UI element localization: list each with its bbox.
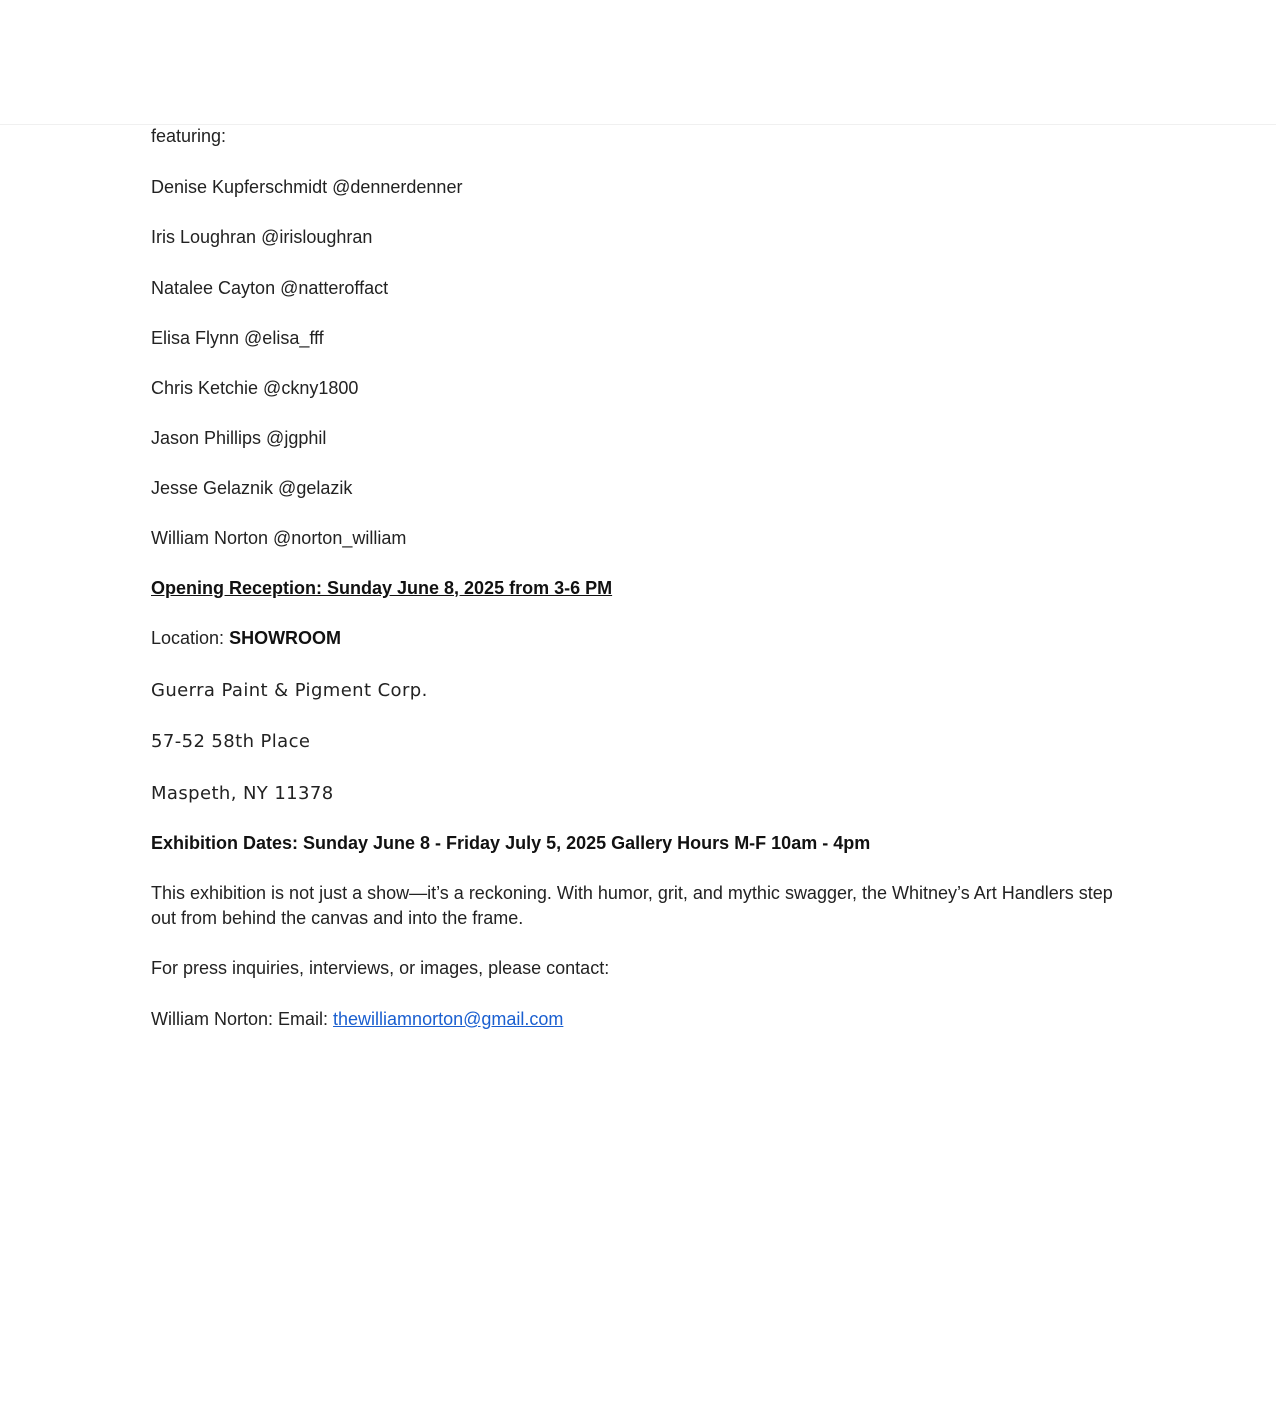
location-street: 57-52 58th Place bbox=[151, 731, 311, 752]
artist-line: Denise Kupferschmidt @dennerdenner bbox=[151, 177, 463, 197]
contact-label: William Norton: Email: bbox=[151, 1009, 334, 1029]
press-inquiries: For press inquiries, interviews, or images, please contact: bbox=[151, 958, 610, 978]
artist-line: William Norton @norton_william bbox=[151, 528, 407, 548]
opening-reception: Opening Reception: Sunday June 8, 2025 from 3-6 PM bbox=[151, 578, 613, 598]
artist-line: Jason Phillips @jgphil bbox=[151, 428, 327, 448]
location-label: Location: bbox=[151, 628, 230, 648]
artist-line: Jesse Gelaznik @gelazik bbox=[151, 478, 353, 498]
top-bar bbox=[0, 0, 1276, 125]
artist-line: Natalee Cayton @natteroffact bbox=[151, 278, 389, 298]
featuring-label: featuring: bbox=[151, 126, 227, 146]
exhibition-description: This exhibition is not just a show—it’s a reckoning. With humor, grit, and mythic swagger, the Whitney’s Art Handlers step out from behind the canvas and into the frame. bbox=[151, 883, 1113, 928]
location-company: Guerra Paint & Pigment Corp. bbox=[151, 680, 428, 701]
exhibition-dates: Exhibition Dates: Sunday June 8 - Friday July 5, 2025 Gallery Hours M-F 10am - 4pm bbox=[151, 833, 871, 853]
contact-email-link[interactable]: thewilliamnorton@gmail.com bbox=[333, 1009, 564, 1029]
contact-line bbox=[151, 1007, 563, 1032]
location-city: Maspeth, NY 11378 bbox=[151, 783, 334, 804]
artist-line: Chris Ketchie @ckny1800 bbox=[151, 378, 359, 398]
artist-line: Elisa Flynn @elisa_fff bbox=[151, 328, 324, 348]
artist-line: Iris Loughran @irisloughran bbox=[151, 227, 373, 247]
location-line bbox=[151, 626, 341, 651]
location-name: SHOWROOM bbox=[229, 628, 342, 648]
